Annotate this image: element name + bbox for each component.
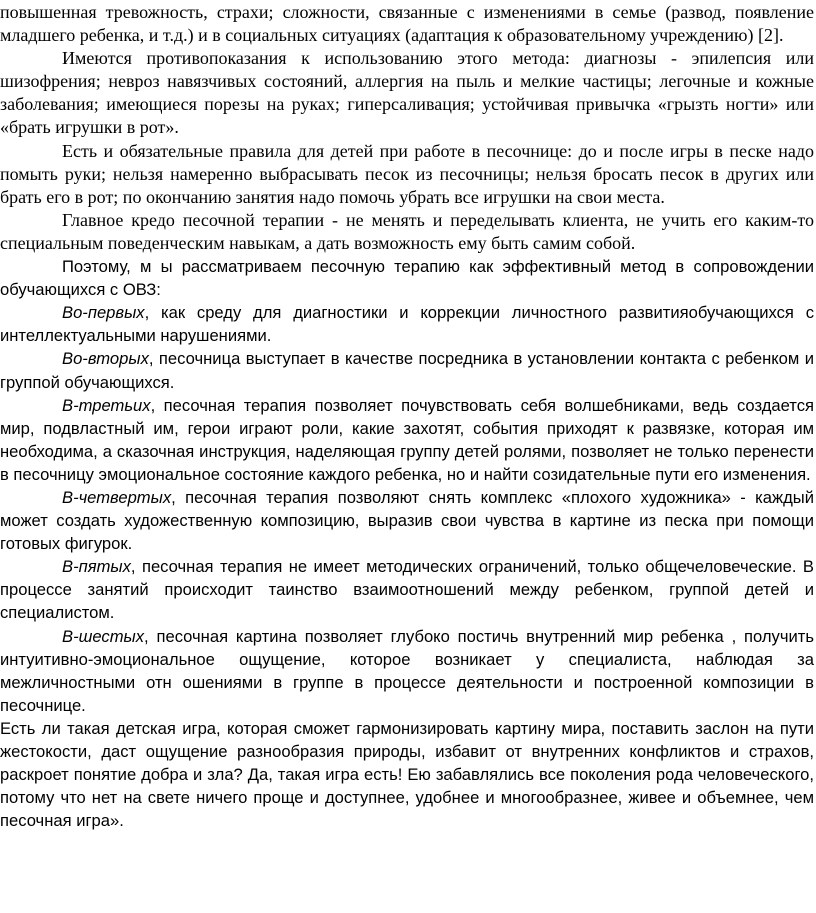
paragraph-therefore: Поэтому, м ы рассматриваем песочную терапию как эффективный метод в сопровождении обучающихся с ОВЗ: xyxy=(0,257,814,300)
paragraph-sand-game: Есть ли такая детская игра, которая сможет гармонизировать картину мира, поставить заслон на пути жестокости, даст ощущение разнообразия природы, избавит от внутренних конфликтов и страхов, раскроет понятие добра и зла? Да, такая игра есть! Ею забавлялись все поколения рода человеческого, потому что нет на свете ничего проще и доступнее, удобнее и многообразнее, живее и объемнее, чем песочная игра». xyxy=(0,718,814,831)
paragraph-credo: Главное кредо песочной терапии - не менять и переделывать клиента, не учить его каким-то специальным поведенческим навыкам, а дать возможность ему быть самим собой. xyxy=(0,209,814,253)
paragraph-sixthly xyxy=(0,625,814,717)
text-sixthly: , песочная картина позволяет глубоко постичь внутренний мир ребенка , получить интуитивно-эмоциональное ощущение, которое возникает у специалиста, наблюдая за межличностными отн ошениями в группе в процессе деятельности и построенной композиции в песочнице. xyxy=(0,626,814,715)
lead-firstly: Во-первых xyxy=(62,303,145,323)
text-fourthly: , песочная терапия позволяют снять комплекс «плохого художника» - каждый может создать художественную композицию, выразив свои чувства в картине из песка при помощи готовых фигурок. xyxy=(0,487,814,554)
paragraph-secondly xyxy=(0,347,814,393)
paragraph-firstly xyxy=(0,301,814,347)
text-secondly: , песочница выступает в качестве посредника в установлении контакта с ребенком и группой обучающихся. xyxy=(0,349,814,392)
text-thirdly: , песочная терапия позволяет почувствовать себя волшебниками, ведь создается мир, подвластный им, герои играют роли, какие захотят, события приходят к развязке, которая им необходима, а сказочная инструкция, наделяющая группу детей ролями, позволяет не только перенести в песочницу эмоциональное состояние каждого ребенка, но и найти созидательные пути его изменения. xyxy=(0,395,814,484)
lead-fourthly: В-четвертых xyxy=(62,487,172,507)
paragraph-fifthly xyxy=(0,555,814,624)
paragraph-thirdly xyxy=(0,394,814,486)
lead-sixthly: В-шестых xyxy=(62,626,145,646)
paragraph-contraindications: Имеются противопоказания к использованию этого метода: диагнозы - эпилепсия или шизофрения; невроз навязчивых состояний, аллергия на пыль и мелкие частицы; легочные и кожные заболевания; имеющиеся порезы на руках; гиперсаливация; устойчивая привычка «грызть ногти» или «брать игрушки в рот». xyxy=(0,48,814,138)
lead-fifthly: В-пятых xyxy=(62,557,131,577)
paragraph-rules: Есть и обязательные правила для детей при работе в песочнице: до и после игры в песке надо помыть руки; нельзя намеренно выбрасывать песок из песочницы; нельзя бросать песок в других или брать его в рот; по окончанию занятия надо помочь убрать все игрушки на свои места. xyxy=(0,140,814,207)
lead-secondly: Во-вторых xyxy=(62,349,149,369)
lead-thirdly: В-третьих xyxy=(62,395,151,415)
text-fifthly: , песочная терапия не имеет методических ограничений, только общечеловеческие. В процессе занятий происходит таинство взаимоотношений между ребенком, группой детей и специалистом. xyxy=(0,557,814,623)
paragraph-fourthly xyxy=(0,486,814,555)
text-firstly: , как среду для диагностики и коррекции личностного развитияобучающихся с интеллектуальными нарушениями. xyxy=(0,303,814,346)
paragraph-indications-end: повышенная тревожность, страхи; сложности, связанные с изменениями в семье (развод, появление младшего ребенка, и т.д.) и в социальных ситуациях (адаптация к образовательному учреждению) [2]. xyxy=(0,2,814,46)
